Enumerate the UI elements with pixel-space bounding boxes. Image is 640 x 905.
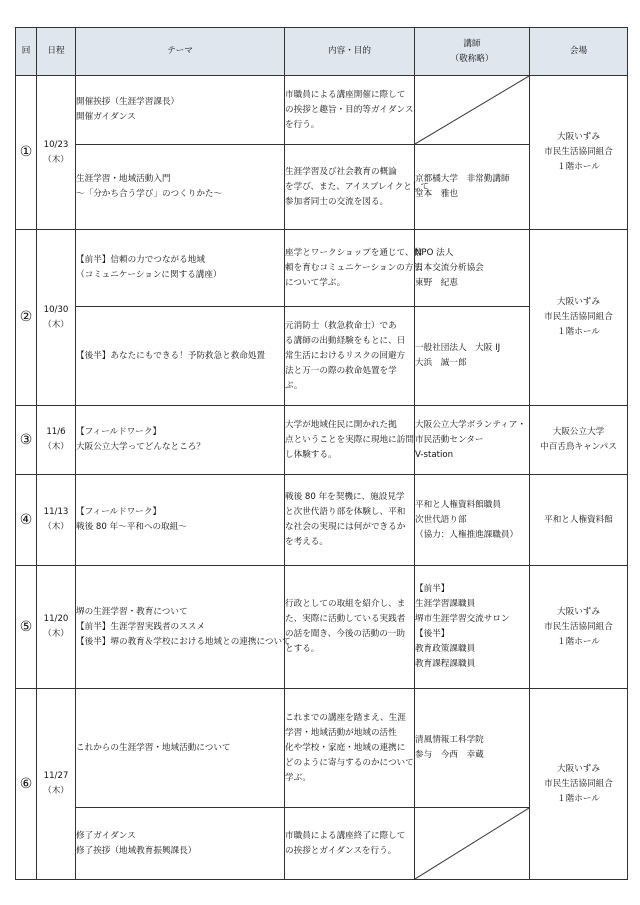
- session-theme: [76, 307, 285, 406]
- header-lecturer: [415, 28, 530, 76]
- session-content-line: を学び、また、アイスブレイクとして: [285, 181, 429, 192]
- session-date-lines: [37, 303, 75, 333]
- session-theme: [76, 566, 291, 689]
- session-content: [285, 76, 415, 145]
- session-venue: [530, 76, 628, 230]
- session-content-line: 戦後 80 年を契機に、施設見学: [285, 492, 405, 502]
- session-date-line: （木）: [43, 154, 69, 165]
- session-theme-lines: [76, 349, 284, 364]
- session-date-line: 10/30: [43, 304, 69, 315]
- session-content-line: 学ぶ。: [285, 772, 311, 783]
- session-theme-line: 【前半】信頼の力でつながる地域: [76, 255, 205, 265]
- session-theme-line: 戦後 80 年～平和への取組～: [76, 522, 187, 532]
- session-lecturer-line: 次世代語り部: [415, 514, 467, 525]
- session-number: ②: [16, 230, 37, 406]
- session-number: ①: [16, 76, 37, 230]
- session-content: [285, 406, 415, 475]
- session-date: [37, 475, 76, 566]
- session-content-line: ぶ。: [285, 380, 303, 391]
- table-header-row: [16, 28, 628, 76]
- session-theme: [76, 475, 285, 566]
- session-lecturer-line: NPO 法人: [415, 247, 454, 258]
- session-venue: [530, 475, 628, 566]
- session-content: [285, 145, 429, 230]
- session-theme-line: 開催挨拶（生涯学習課長）: [76, 97, 180, 107]
- session-content-line: し体験する。: [285, 449, 337, 460]
- session-lecturer-line: 【前半】: [415, 584, 450, 594]
- session-date: [37, 566, 76, 689]
- lecturer-not-applicable: [415, 76, 530, 145]
- session-theme-lines: [76, 505, 284, 535]
- session-theme: [76, 406, 285, 475]
- session-theme-lines: [76, 741, 284, 756]
- session-lecturer-line: 東野 紀恵: [415, 277, 458, 288]
- session-date-line: （木）: [43, 319, 69, 330]
- session-content-lines: [285, 597, 414, 657]
- session-content-line: の挨拶と趣旨・目的等ガイダンス: [285, 104, 414, 115]
- session-venue: [530, 566, 628, 689]
- session-date-lines: [37, 425, 75, 455]
- session-content-line: 頼を育むコミュニケーションの方法: [285, 262, 422, 273]
- session-row: [16, 689, 628, 808]
- session-venue-line: 大阪いずみ: [557, 297, 600, 307]
- session-venue-line: 大阪公立大学: [552, 427, 605, 437]
- session-content-line: 学習・地域活動が地域の活性: [285, 727, 397, 738]
- session-theme-line: 【後半】堺の教育＆学校における地域との連携について: [76, 636, 291, 647]
- session-number: ⑥: [16, 689, 37, 880]
- session-lecturer: [415, 230, 530, 307]
- header-lecturer-title: 講師: [463, 38, 481, 49]
- schedule-table: [15, 27, 628, 880]
- session-content-line: る講師の出動経験をもとに、日: [285, 335, 406, 346]
- session-row: [16, 566, 628, 689]
- session-content-line: 化や学校・家庭・地域の連携に: [285, 742, 406, 753]
- session-lecturer-line: 一般社団法人 大阪 IJ: [415, 343, 501, 353]
- session-venue-line: １階ホール: [557, 162, 600, 172]
- session-lecturer-line: 京都橘大学 非常勤講師: [415, 174, 510, 184]
- session-content-lines: [285, 490, 414, 550]
- session-venue-line: 平和と人権資料館: [544, 514, 613, 525]
- session-content-line: 市職員による講座開催に際して: [285, 89, 406, 100]
- session-lecturer: [415, 307, 530, 406]
- session-theme-line: （コミュニケーションに関する講座）: [76, 270, 222, 280]
- session-venue-line: １階ホール: [557, 636, 600, 647]
- session-date-line: 11/13: [43, 507, 69, 517]
- session-row: [16, 230, 628, 307]
- session-content-lines: [285, 165, 429, 210]
- session-content-line: を考える。: [285, 537, 328, 547]
- session-content-line: 行政としての取組を紹介し、ま: [285, 599, 406, 609]
- session-theme-lines: [76, 605, 291, 650]
- session-venue-line: 市民生活協同組合: [544, 147, 613, 157]
- diagonal-slash: [415, 76, 529, 144]
- session-content-line: 法と万一の際の救命処置を学: [285, 365, 397, 376]
- session-date-lines: [37, 769, 75, 799]
- header-lecturer-note: （敬称略）: [450, 53, 494, 64]
- session-content-line: 常生活におけるリスクの回避方: [285, 350, 406, 361]
- header-date: 日程: [37, 28, 76, 76]
- session-theme: [76, 230, 285, 307]
- diagonal-line: [415, 808, 529, 879]
- session-theme-lines: [76, 253, 284, 283]
- session-content-line: の挨拶とガイダンスを行う。: [285, 845, 397, 856]
- session-theme-lines: [76, 95, 284, 125]
- session-venue-lines: [530, 130, 627, 175]
- session-lecturer: [415, 475, 530, 566]
- session-venue-line: 市民生活協同組合: [544, 778, 613, 789]
- session-content-line: な社会の実現には何ができるか: [285, 522, 406, 532]
- session-venue-line: 大阪いずみ: [557, 606, 600, 617]
- session-number: ④: [16, 475, 37, 566]
- session-lecturer-line: 教育政策課職員: [415, 644, 476, 654]
- session-content-lines: [285, 319, 414, 394]
- session-date-line: 11/6: [46, 427, 66, 437]
- session-lecturer-line: 市民活動センター: [415, 434, 484, 445]
- session-date-line: 11/20: [43, 614, 69, 624]
- session-content-line: どのように寄与するのかについて: [285, 757, 414, 768]
- session-venue-line: １階ホール: [557, 327, 600, 337]
- session-lecturer-lines: [415, 582, 529, 672]
- session-content-lines: [285, 711, 414, 786]
- session-content: [285, 475, 415, 566]
- session-theme-line: 生涯学習・地域活動入門: [76, 174, 171, 184]
- session-theme-line: ～「分かち合う学び」のつくりかた～: [76, 189, 223, 199]
- session-theme-line: 修了挨拶（地域教育振興課長）: [76, 845, 197, 856]
- session-date-line: （木）: [43, 629, 69, 639]
- session-content-lines: [285, 829, 414, 859]
- session-content-line: 生涯学習及び社会教育の概論: [285, 166, 397, 177]
- session-content-lines: [285, 88, 414, 133]
- session-lecturer: [415, 406, 530, 475]
- session-content: [285, 689, 415, 808]
- session-venue-lines: [530, 605, 627, 650]
- session-venue: [530, 406, 628, 475]
- session-venue-lines: [530, 762, 627, 807]
- session-lecturer: [415, 689, 530, 808]
- session-theme-lines: [76, 425, 284, 455]
- session-row: [16, 475, 628, 566]
- session-date: [37, 689, 76, 880]
- session-theme-line: 堺の生涯学習・教育について: [76, 606, 188, 617]
- session-content: [285, 307, 415, 406]
- session-date-lines: [37, 138, 75, 168]
- session-lecturer-line: V-station: [415, 449, 454, 460]
- session-venue-line: 大阪いずみ: [557, 763, 600, 774]
- diagonal-line: [415, 76, 529, 144]
- session-date: [37, 406, 76, 475]
- session-theme-line: 開催ガイダンス: [76, 112, 136, 122]
- session-date-line: 11/27: [43, 771, 69, 781]
- session-venue-lines: [530, 425, 627, 455]
- session-lecturer-lines: [415, 341, 529, 371]
- session-content-line: 点ということを実際に現地に訪問: [285, 434, 414, 445]
- session-theme-line: 【後半】あなたにもできる！予防救急と救命処置: [76, 350, 266, 361]
- session-venue-line: 大阪いずみ: [557, 132, 600, 142]
- session-venue-lines: [530, 513, 627, 528]
- session-theme: [76, 689, 285, 808]
- session-venue-lines: [530, 295, 627, 340]
- session-row: [16, 406, 628, 475]
- session-theme: [76, 808, 285, 880]
- session-lecturer-line: 大浜 誠一郎: [415, 358, 467, 368]
- session-content-line: 座学とワークショップを通じて、信: [285, 247, 423, 258]
- session-date-lines: [37, 505, 75, 535]
- session-content-line: とする。: [285, 644, 320, 654]
- session-lecturer-line: 【後半】: [415, 629, 450, 639]
- session-theme-lines: [76, 829, 284, 859]
- session-date-line: （木）: [43, 522, 69, 532]
- session-content-line: 参加者同士の交流を図る。: [285, 196, 389, 207]
- diagonal-slash: [415, 808, 529, 879]
- session-theme-line: 【フィールドワーク】: [76, 507, 162, 517]
- session-lecturer-lines: [415, 246, 529, 291]
- header-venue: 会場: [530, 28, 628, 76]
- session-theme: [76, 145, 285, 230]
- header-content: 内容・目的: [285, 28, 415, 76]
- session-theme: [76, 76, 285, 145]
- session-content-lines: [285, 418, 414, 463]
- session-content: [285, 230, 423, 307]
- session-row: [16, 76, 628, 145]
- session-content: [285, 566, 415, 689]
- schedule-body: [16, 76, 628, 880]
- session-venue: [530, 689, 628, 880]
- session-lecturer-line: 生涯学習課職員: [415, 599, 476, 609]
- session-content-line: について学ぶ。: [285, 277, 346, 288]
- session-lecturer: [415, 566, 530, 689]
- session-lecturer-line: （協力：人権推進課職員）: [415, 529, 519, 540]
- session-lecturer-line: 堺市生涯学習交流サロン: [415, 614, 510, 624]
- session-content-line: た、実際に活動している実践者: [285, 614, 406, 624]
- session-theme-lines: [76, 172, 284, 202]
- session-lecturer-line: 教育課程課職員: [415, 659, 476, 669]
- session-lecturer-lines: [415, 498, 529, 543]
- session-lecturer-line: 大阪公立大学ボランティア・: [415, 419, 527, 430]
- session-content-line: 元消防士（救急救命士）であ: [285, 320, 397, 331]
- header-number: 回: [16, 28, 37, 76]
- session-date-line: 10/23: [43, 139, 69, 150]
- session-date-line: （木）: [43, 442, 69, 452]
- session-date-lines: [37, 612, 75, 642]
- header-theme: テーマ: [76, 28, 285, 76]
- session-content-lines: [285, 246, 423, 291]
- session-theme-line: 修了ガイダンス: [76, 830, 136, 841]
- session-content: [285, 808, 415, 880]
- session-date-line: （木）: [43, 786, 69, 796]
- session-theme-line: 【前半】生涯学習実践者のススメ: [76, 621, 205, 632]
- session-content-line: の話を聞き、今後の活動の一助: [285, 629, 405, 639]
- session-content-line: 大学が地域住民に開かれた拠: [285, 419, 397, 430]
- session-venue-line: １階ホール: [557, 793, 600, 804]
- session-lecturer-line: 参与 今西 幸蔵: [415, 750, 484, 760]
- session-lecturer-line: 平和と人権資料館職員: [415, 499, 501, 510]
- session-venue-line: 市民生活協同組合: [544, 312, 613, 322]
- session-content-line: を行う。: [285, 119, 320, 130]
- session-lecturer-line: 清風情報工科学院: [415, 735, 484, 745]
- session-theme-line: 【フィールドワーク】: [76, 427, 162, 437]
- session-venue-line: 中百舌鳥キャンパス: [540, 442, 617, 452]
- session-lecturer-lines: [415, 172, 529, 202]
- session-number: ③: [16, 406, 37, 475]
- session-number: ⑤: [16, 566, 37, 689]
- session-content-line: と次世代語り部を体験し、平和: [285, 507, 406, 517]
- session-content-line: 市職員による講座終了に際して: [285, 830, 406, 841]
- session-lecturer: [415, 145, 530, 230]
- session-theme-line: これからの生涯学習・地域活動について: [76, 742, 231, 753]
- session-content-line: これまでの講座を踏まえ、生涯: [285, 712, 406, 723]
- session-lecturer-line: 堂本 雅也: [415, 189, 458, 199]
- session-venue: [530, 230, 628, 406]
- session-lecturer-line: 日本交流分析協会: [415, 262, 484, 273]
- session-date: [37, 76, 76, 230]
- session-date: [37, 230, 76, 406]
- session-lecturer-lines: [415, 418, 529, 463]
- lecturer-not-applicable: [415, 808, 530, 880]
- session-theme-line: 大阪公立大学ってどんなところ？: [76, 442, 205, 452]
- session-lecturer-lines: [415, 733, 529, 763]
- session-venue-line: 市民生活協同組合: [544, 621, 613, 632]
